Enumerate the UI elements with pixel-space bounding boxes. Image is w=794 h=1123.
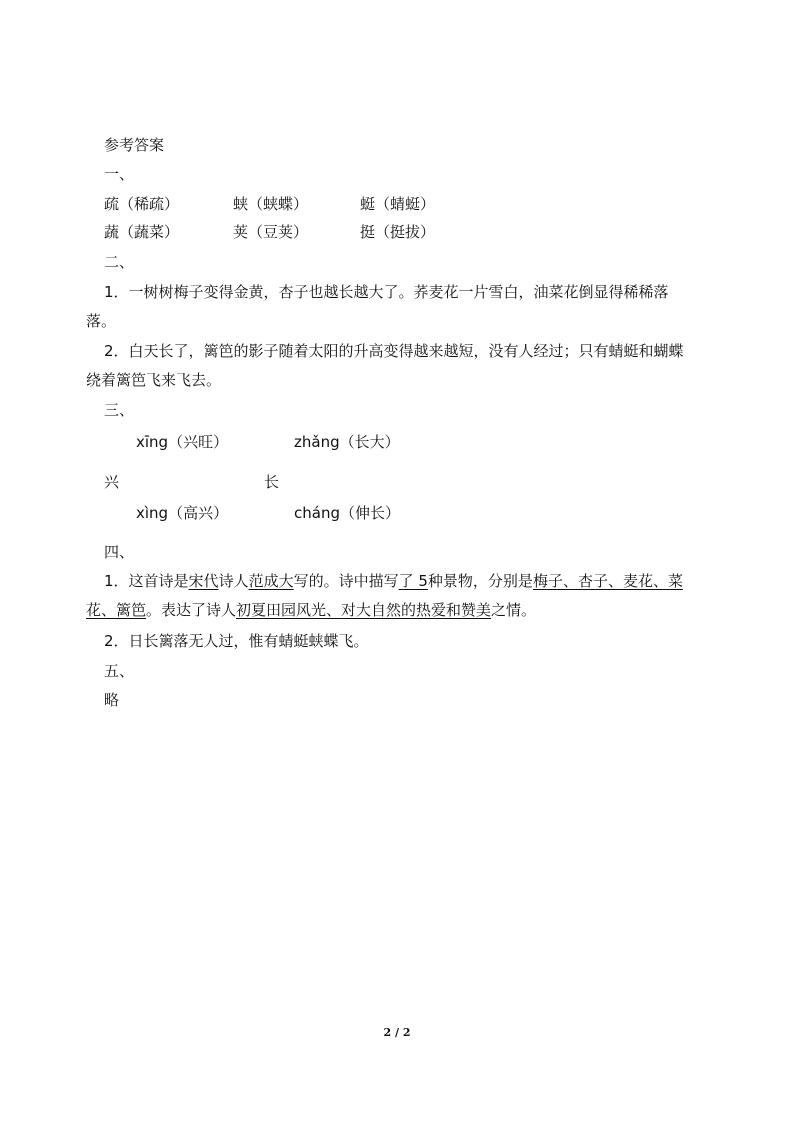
section-1-row2-col2: 荚（豆荚）: [233, 223, 309, 241]
section-2-label: 二、: [104, 253, 135, 271]
section-5-label: 五、: [104, 662, 135, 680]
pinyin-xing-first-tone: xīng（兴旺）: [136, 433, 229, 451]
section-5-answer: 略: [104, 691, 120, 709]
s4-text-6: 之情。: [491, 601, 537, 619]
section-1-row1-col2: 蛱（蛱蝶）: [233, 195, 309, 213]
s4-underline-count: 了 5: [398, 572, 428, 590]
pinyin-chang-second-tone: cháng（伸长）: [294, 504, 400, 522]
section-1-label: 一、: [104, 165, 135, 183]
pinyin-xing-fourth-tone: xìng（高兴）: [136, 504, 229, 522]
section-4-item2: 2．日长篱落无人过，惟有蜻蜓蛱蝶飞。: [104, 632, 369, 650]
s4-text-5: 。表达了诗人: [146, 601, 237, 619]
answer-heading: 参考答案: [104, 136, 165, 154]
section-2-item1-line1: 1．一树树梅子变得金黄，杏子也越长越大了。荞麦花一片雪白，油菜花倒显得稀稀落: [104, 283, 669, 301]
s4-underline-emotion: 初夏田园风光、对大自然的热爱和赞美: [236, 601, 492, 619]
section-4-label: 四、: [104, 543, 135, 561]
s4-underline-scenery-a: 梅子、杏子、麦花、菜: [532, 572, 683, 590]
s4-underline-dynasty: 宋代: [188, 572, 219, 590]
section-1-row2-col3: 挺（挺拔）: [360, 223, 436, 241]
polyphone-char-zhang: 长: [264, 473, 280, 491]
page-number: 2 / 2: [383, 1026, 411, 1039]
polyphone-char-xing: 兴: [104, 473, 120, 491]
section-1-row1-col3: 蜓（蜻蜓）: [360, 195, 436, 213]
s4-text-2: 诗人: [218, 572, 249, 590]
s4-underline-poet: 范成大: [248, 572, 294, 590]
s4-text-1: 1．这首诗是: [104, 572, 189, 590]
section-1-row2-col1: 蔬（蔬菜）: [104, 223, 180, 241]
section-1-row1-col1: 疏（稀疏）: [104, 195, 180, 213]
pinyin-zhang-third-tone: zhǎng（长大）: [294, 433, 400, 451]
s4-underline-scenery-b: 花、篱笆: [86, 601, 147, 619]
section-2-item2-line1: 2．白天长了，篱笆的影子随着太阳的升高变得越来越短，没有人经过；只有蜻蜓和蝴蝶: [104, 342, 684, 360]
section-3-label: 三、: [104, 401, 135, 419]
section-2-item1-line2: 落。: [86, 312, 117, 330]
section-2-item2-line2: 绕着篱笆飞来飞去。: [86, 371, 222, 389]
s4-text-3: 写的。诗中描写: [293, 572, 399, 590]
section-4-item1: [86, 567, 726, 625]
s4-text-4: 种景物，分别是: [427, 572, 533, 590]
